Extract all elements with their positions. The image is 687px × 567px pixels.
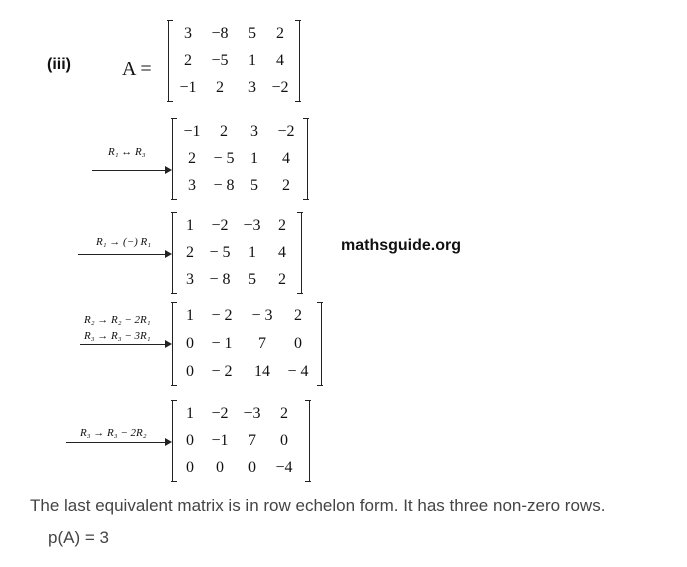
matrix-cell: −5 xyxy=(211,52,229,69)
matrix-cell: 3 xyxy=(248,79,256,97)
matrix-name: A xyxy=(122,58,136,80)
matrix-2 xyxy=(172,118,308,200)
operation-arrow xyxy=(80,344,166,345)
part-label: (iii) xyxy=(47,56,71,73)
matrix-cell: 0 xyxy=(248,459,256,477)
matrix-cell: − 5 xyxy=(209,244,231,261)
matrix-cell: 2 xyxy=(184,52,192,69)
matrix-cell: 5 xyxy=(248,271,256,289)
matrix-cell: 2 xyxy=(282,177,290,195)
matrix-cell: −2 xyxy=(277,122,295,140)
matrix-cell: 2 xyxy=(188,150,196,167)
matrix-cell: 1 xyxy=(248,244,256,261)
matrix-cell: 0 xyxy=(216,459,224,477)
conclusion-text: The last equivalent matrix is in row echelon form. It has three non-zero rows. xyxy=(30,496,606,515)
matrix-cell: 2 xyxy=(186,244,194,261)
matrix-cell: 2 xyxy=(220,122,228,140)
matrix-cell: 14 xyxy=(254,363,270,380)
matrix-cell: 4 xyxy=(276,52,284,69)
matrix-cell: 2 xyxy=(216,79,224,97)
matrix-cell: − 5 xyxy=(213,150,235,167)
matrix-cell: 4 xyxy=(278,244,286,261)
row-operation-label: R₁ ↔ R₃ xyxy=(108,146,146,158)
matrix-cell: 2 xyxy=(294,307,302,324)
row-operation-label: R₂ → R₂ − 2R₁ xyxy=(84,314,151,326)
operation-arrow xyxy=(66,442,166,443)
row-operation-label: R₃ → R₃ − 2R₂ xyxy=(80,427,147,439)
right-bracket xyxy=(317,302,323,386)
arrow-head-icon xyxy=(165,438,172,446)
matrix-cell: 7 xyxy=(258,335,266,352)
matrix-cell: 1 xyxy=(250,150,258,167)
matrix-cell: − 2 xyxy=(211,363,233,380)
watermark-text: mathsguide.org xyxy=(341,237,462,254)
matrix-cell: 1 xyxy=(186,216,194,234)
operation-arrow xyxy=(92,170,166,171)
row-operation-label: R₁ → (−) R₁ xyxy=(96,236,152,248)
matrix-cell: 1 xyxy=(186,404,194,422)
matrix-cell: 3 xyxy=(188,177,196,195)
equals-sign: = xyxy=(140,58,152,80)
matrix-cell: −1 xyxy=(211,432,229,449)
right-bracket xyxy=(303,118,309,200)
matrix-cell: 0 xyxy=(186,459,194,477)
matrix-cell: 0 xyxy=(186,363,194,380)
matrix-cell: 2 xyxy=(278,216,286,234)
operation-arrow xyxy=(78,254,166,255)
matrix-cell: 1 xyxy=(248,52,256,69)
matrix-cell: − 1 xyxy=(211,335,233,352)
matrix-cell: −2 xyxy=(271,79,289,97)
matrix-cell: 0 xyxy=(280,432,288,449)
matrix-cell: 3 xyxy=(186,271,194,289)
arrow-head-icon xyxy=(165,340,172,348)
matrix-cell: 2 xyxy=(278,271,286,289)
matrix-cell: −4 xyxy=(275,459,293,477)
arrow-head-icon xyxy=(165,250,172,258)
rank-statement: p(A) = 3 xyxy=(48,528,109,547)
row-operation-label: R₃ → R₃ − 3R₁ xyxy=(84,330,151,342)
matrix-5 xyxy=(172,400,310,482)
matrix-cell: 2 xyxy=(280,404,288,422)
matrix-cell: 0 xyxy=(186,432,194,449)
matrix-1 xyxy=(168,20,300,102)
matrix-cell: − 3 xyxy=(251,307,273,324)
matrix-cell: 1 xyxy=(186,307,194,324)
matrix-cell: 2 xyxy=(276,24,284,42)
matrix-cell: −1 xyxy=(183,122,201,140)
matrix-cell: 4 xyxy=(282,150,290,167)
matrix-cell: − 4 xyxy=(287,363,309,380)
matrix-4 xyxy=(172,302,322,386)
matrix-cell: 3 xyxy=(184,24,192,42)
matrix-cell: 0 xyxy=(186,335,194,352)
matrix-cell: 3 xyxy=(250,122,258,140)
matrix-cell: −3 xyxy=(243,404,261,422)
right-bracket xyxy=(305,400,311,482)
matrix-cell: − 8 xyxy=(213,177,235,195)
matrix-definition xyxy=(122,58,152,81)
matrix-cell: 7 xyxy=(248,432,256,449)
matrix-cell: −2 xyxy=(211,404,229,422)
arrow-head-icon xyxy=(165,166,172,174)
matrix-cell: 5 xyxy=(250,177,258,195)
matrix-cell: − 2 xyxy=(211,307,233,324)
matrix-cell: 0 xyxy=(294,335,302,352)
matrix-cell: 5 xyxy=(248,24,256,42)
matrix-cell: −8 xyxy=(211,24,229,42)
matrix-cell: − 8 xyxy=(209,271,231,289)
matrix-cell: −3 xyxy=(243,216,261,234)
matrix-cell: −1 xyxy=(179,79,197,97)
matrix-cell: −2 xyxy=(211,216,229,234)
matrix-3 xyxy=(172,212,302,294)
